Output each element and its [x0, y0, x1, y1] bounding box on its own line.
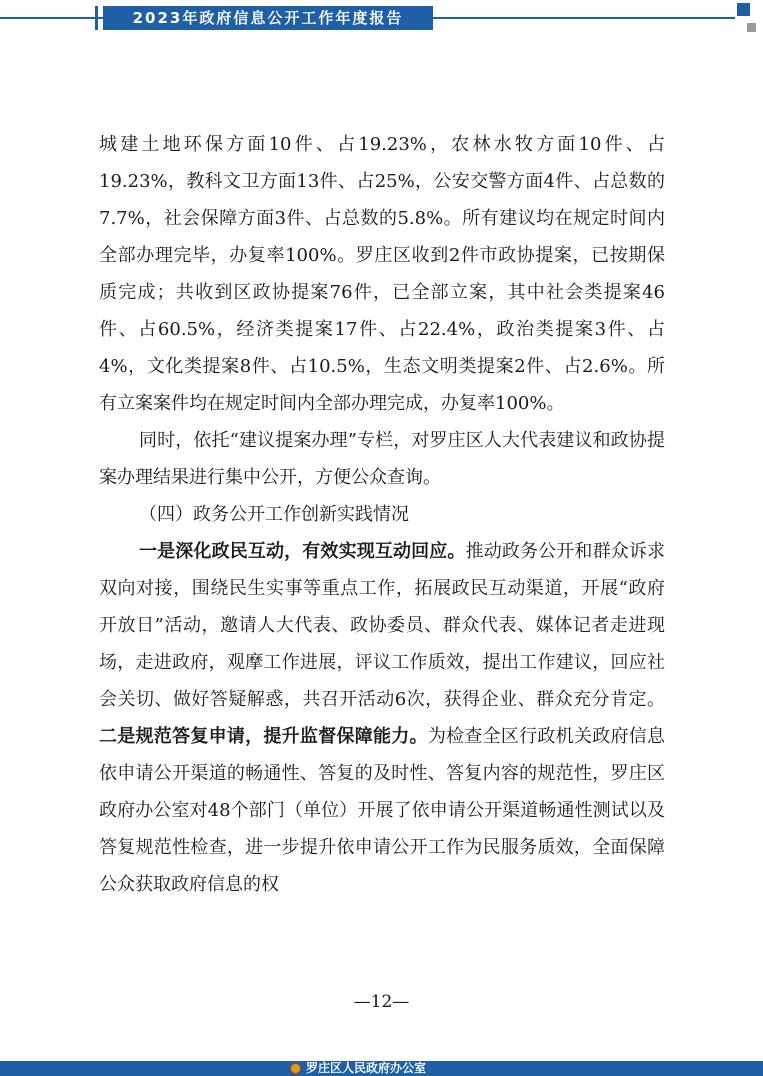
- corner-square-gray: [747, 23, 756, 32]
- point-one-text: 推动政务公开和群众诉求双向对接，围绕民生实事等重点工作，拓展政民互动渠道，开展“政府开放日”活动，邀请人大代表、政协委员、群众代表、媒体记者走进现场，走进政府，观摩工作进展，评议工作质效，提出工作建议，回应社会关切、做好答疑解惑，共召开活动6次，获得企业、群众充分肯定。: [99, 541, 666, 710]
- corner-square-blue: [737, 3, 750, 16]
- paragraph-innovation: [99, 533, 665, 903]
- header-tick: [95, 6, 98, 30]
- page-number: —12—: [353, 992, 410, 1012]
- report-title-banner: 2023年政府信息公开工作年度报告: [103, 6, 433, 30]
- footer-org: 罗庄区人民政府办公室: [306, 1061, 427, 1075]
- footer-bar: [0, 1061, 763, 1076]
- section-heading: （四）政务公开工作创新实践情况: [139, 504, 409, 525]
- emblem-icon: [290, 1063, 301, 1074]
- point-one-title: 一是深化政民互动，有效实现互动回应。: [139, 541, 466, 562]
- document-body: [99, 126, 665, 903]
- paragraph-statistics: 城建土地环保方面10件、占19.23%，农林水牧方面10件、占19.23%，教科文卫方面13件、占25%，公安交警方面4件、占总数的7.7%，社会保障方面3件、占总数的5.8%。所有建议均在规定时间内全部办理完毕，办复率100%。罗庄区收到2件市政协提案，已按期保质完成；共收到区政协提案76件，已全部立案，其中社会类提案46件、占60.5%，经济类提案17件、占22.4%，政治类提案3件、占4%，文化类提案8件、占10.5%，生态文明类提案2件、占2.6%。所有立案案件均在规定时间内全部办理完成，办复率100%。: [99, 134, 665, 414]
- paragraph-column-disclosure: 同时，依托“建议提案办理”专栏，对罗庄区人大代表建议和政协提案办理结果进行集中公开，方便公众查询。: [99, 430, 665, 488]
- footer-content: [290, 1061, 426, 1076]
- point-two-title: 二是规范答复申请，提升监督保障能力。: [99, 726, 428, 747]
- point-two-text: 为检查全区行政机关政府信息依申请公开渠道的畅通性、答复的及时性、答复内容的规范性，罗庄区政府办公室对48个部门（单位）开展了依申请公开渠道畅通性测试以及答复规范性检查，进一步提升依申请公开工作为民服务质效，全面保障公众获取政府信息的权: [99, 726, 666, 895]
